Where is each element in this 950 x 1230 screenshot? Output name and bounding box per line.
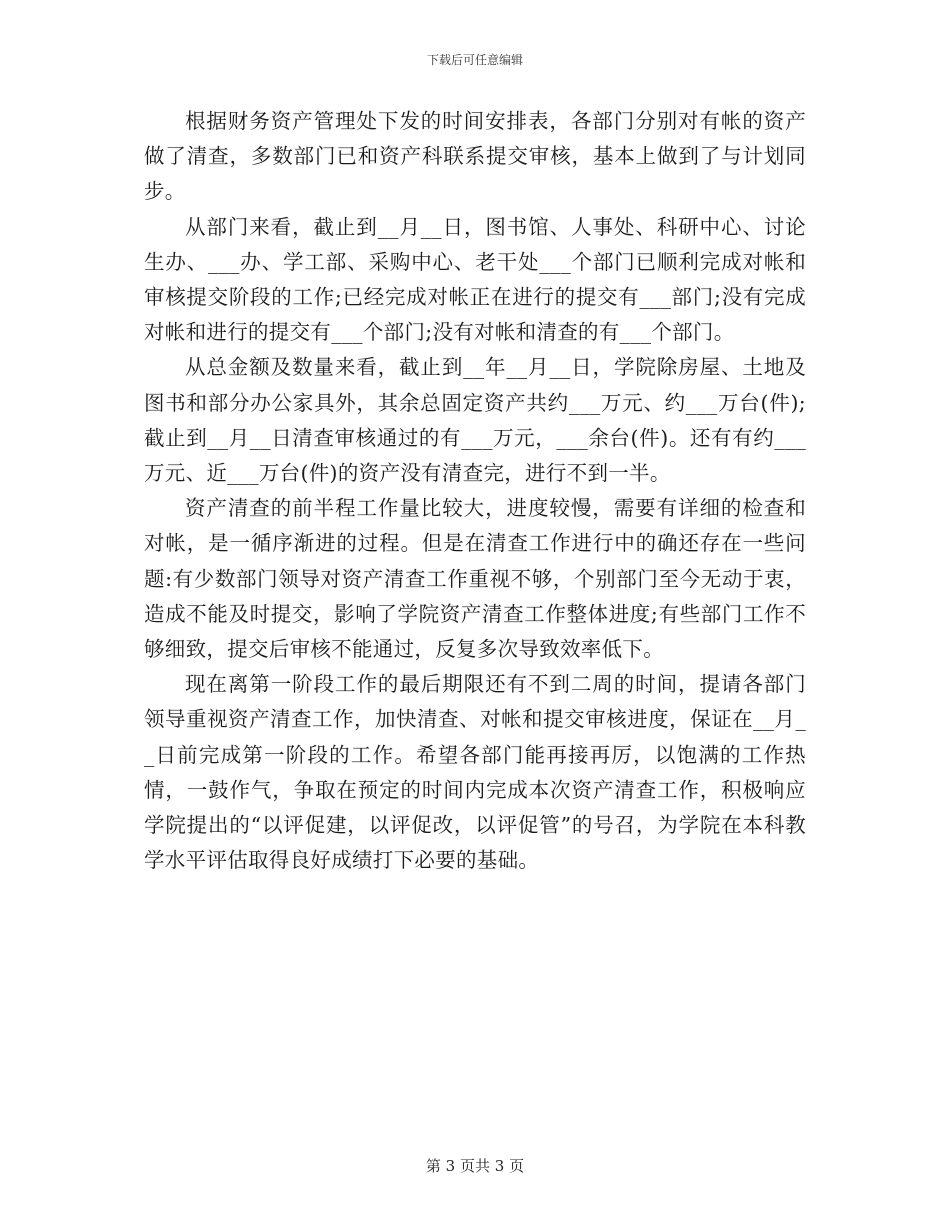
paragraph-2: 从部门来看，截止到__月__日，图书馆、人事处、科研中心、讨论生办、___办、学工部、采购中心、老干处___个部门已顺利完成对帐和审核提交阶段的工作;已经完成对帐正在进行的提交有___部门;没有完成对帐和进行的提交有___个部门;没有对帐和清查的有___个部门。 <box>144 214 806 345</box>
paragraph-3: 从总金额及数量来看，截止到__年__月__日，学院除房屋、土地及图书和部分办公家具外，其余总固定资产共约___万元、约___万台(件);截止到__月__日清查审核通过的有___万元，___余台(件)。还有有约___万元、近___万台(件)的资产没有清查完，进行不到一半。 <box>144 355 806 486</box>
document-body <box>144 104 806 878</box>
page-header-note: 下载后可任意编辑 <box>426 53 523 67</box>
page-number-footer: 第 3 页共 3 页 <box>425 1157 525 1175</box>
paragraph-4: 资产清查的前半程工作量比较大，进度较慢，需要有详细的检查和对帐，是一循序渐进的过程。但是在清查工作进行中的确还存在一些问题:有少数部门领导对资产清查工作重视不够，个别部门至今无动于衷，造成不能及时提交，影响了学院资产清查工作整体进度;有些部门工作不够细致，提交后审核不能通过，反复多次导致效率低下。 <box>144 496 806 662</box>
paragraph-5: 现在离第一阶段工作的最后期限还有不到二周的时间，提请各部门领导重视资产清查工作，加快清查、对帐和提交审核进度，保证在__月__日前完成第一阶段的工作。希望各部门能再接再厉，以饱满的工作热情，一鼓作气，争取在预定的时间内完成本次资产清查工作，积极响应学院提出的“以评促建，以评促改，以评促管”的号召，为学院在本科教学水平评估取得良好成绩打下必要的基础。 <box>144 672 806 873</box>
paragraph-1: 根据财务资产管理处下发的时间安排表，各部门分别对有帐的资产做了清查，多数部门已和资产科联系提交审核，基本上做到了与计划同步。 <box>144 109 806 204</box>
